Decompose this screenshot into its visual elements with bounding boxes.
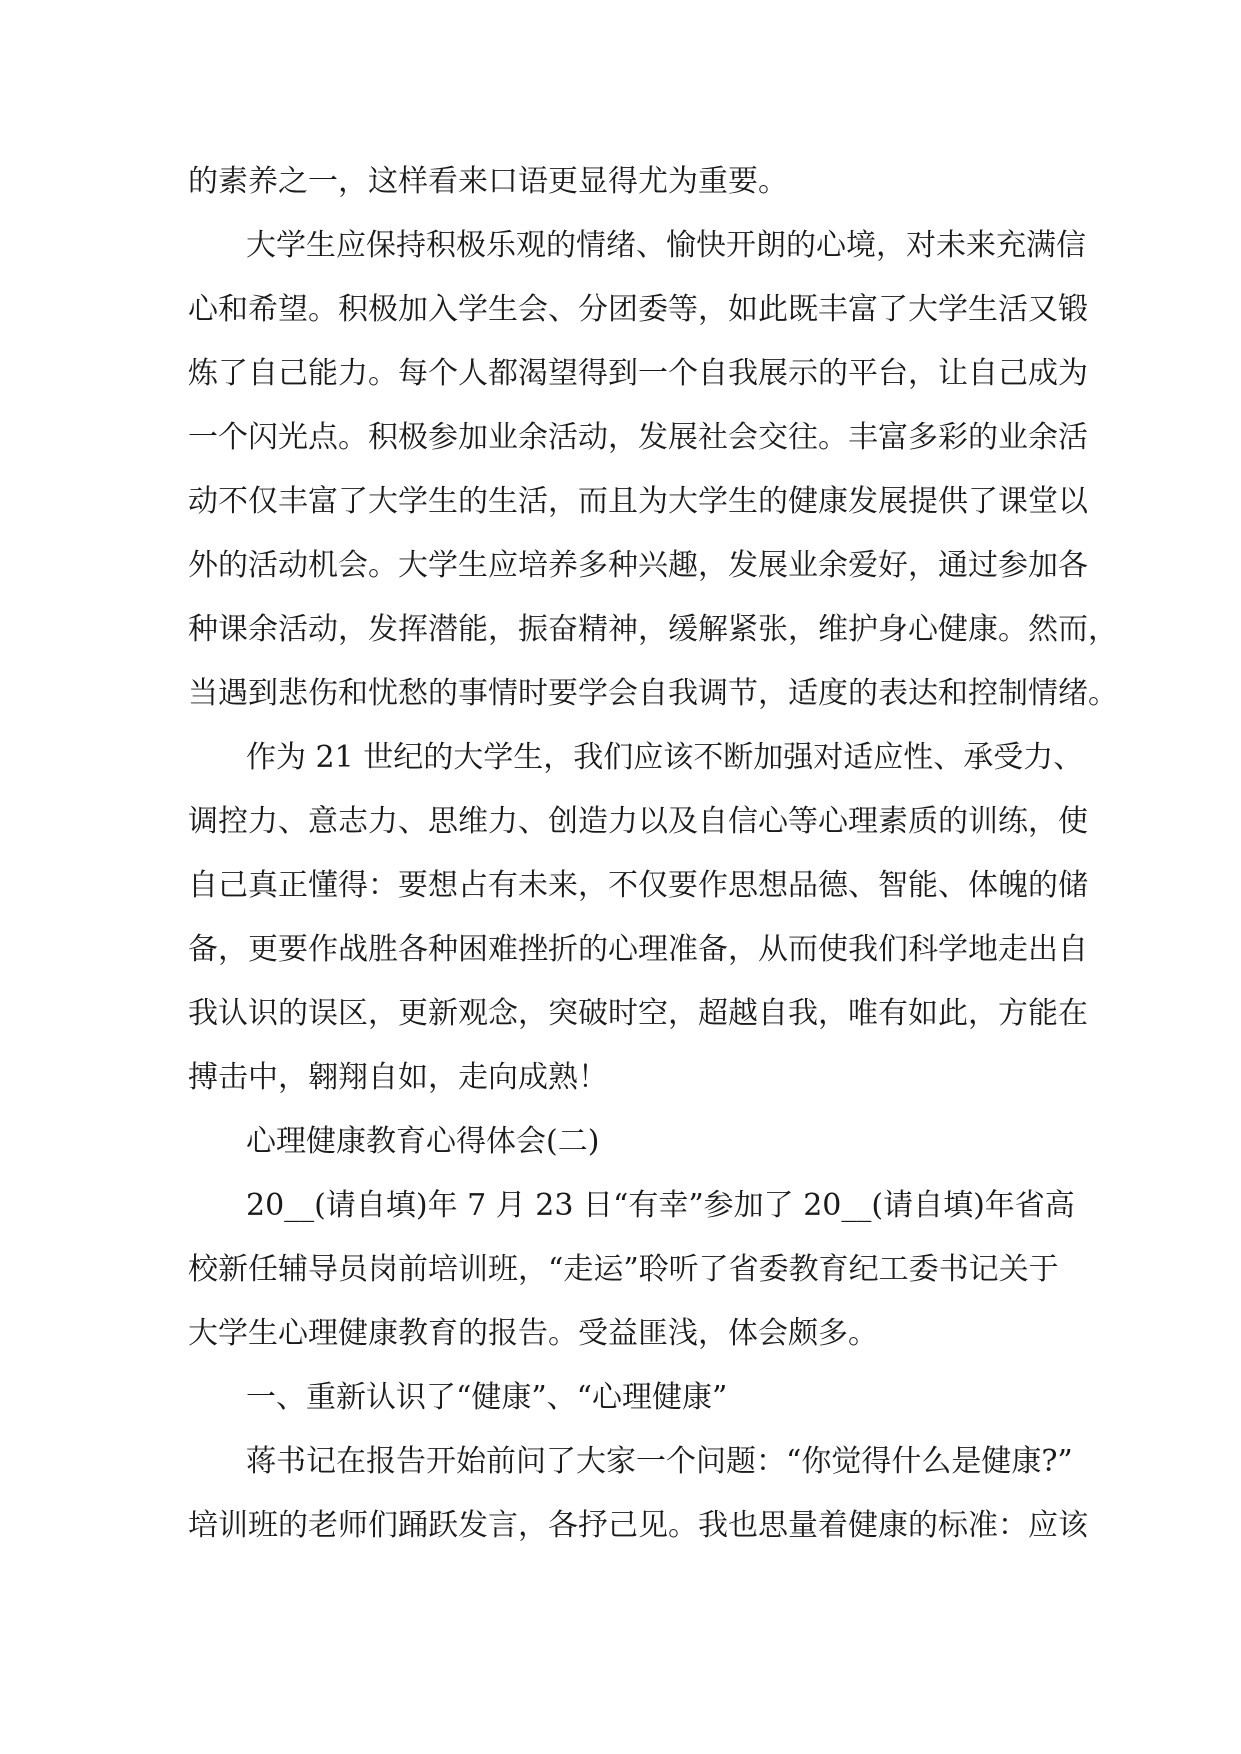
text-line: 调控力、意志力、思维力、创造力以及自信心等心理素质的训练，使 [188, 804, 1088, 839]
text-line: 种课余活动，发挥潜能，振奋精神，缓解紧张，维护身心健康。然而， [188, 612, 1118, 647]
document-body [188, 150, 1118, 1558]
text-line: 搏击中，翱翔自如，走向成熟！ [188, 1060, 608, 1095]
text-line: 培训班的老师们踊跃发言，各抒己见。我也思量着健康的标准：应该 [188, 1508, 1088, 1543]
text-line: 自己真正懂得：要想占有未来，不仅要作思想品德、智能、体魄的储 [188, 868, 1088, 903]
text-line: 大学生应保持积极乐观的情绪、愉快开朗的心境，对未来充满信 [246, 228, 1086, 263]
text-line: 当遇到悲伤和忧愁的事情时要学会自我调节，适度的表达和控制情绪。 [188, 676, 1118, 711]
text-line: 的素养之一，这样看来口语更显得尤为重要。 [188, 164, 788, 199]
text-line: 动不仅丰富了大学生的生活，而且为大学生的健康发展提供了课堂以 [188, 484, 1088, 519]
text-line: 一个闪光点。积极参加业余活动，发展社会交往。丰富多彩的业余活 [188, 420, 1088, 455]
text-line: 炼了自己能力。每个人都渴望得到一个自我展示的平台，让自己成为 [188, 356, 1088, 391]
text-line: 校新任辅导员岗前培训班，“走运”聆听了省委教育纪工委书记关于 [188, 1252, 1059, 1287]
text-line: 20__(请自填)年 7 月 23 日“有幸”参加了 20__(请自填)年省高 [246, 1188, 1075, 1223]
text-line: 备，更要作战胜各种困难挫折的心理准备，从而使我们科学地走出自 [188, 932, 1088, 967]
subsection-heading: 一、重新认识了“健康”、“心理健康” [246, 1380, 728, 1415]
text-line: 心和希望。积极加入学生会、分团委等，如此既丰富了大学生活又锻 [188, 292, 1088, 327]
text-line: 作为 21 世纪的大学生，我们应该不断加强对适应性、承受力、 [246, 740, 1084, 775]
section-heading: 心理健康教育心得体会(二) [246, 1124, 600, 1159]
text-line: 蒋书记在报告开始前问了大家一个问题：“你觉得什么是健康?” [246, 1444, 1073, 1479]
text-line: 我认识的误区，更新观念，突破时空，超越自我，唯有如此，方能在 [188, 996, 1088, 1031]
text-line: 大学生心理健康教育的报告。受益匪浅，体会颇多。 [188, 1316, 878, 1351]
text-line: 外的活动机会。大学生应培养多种兴趣，发展业余爱好，通过参加各 [188, 548, 1088, 583]
